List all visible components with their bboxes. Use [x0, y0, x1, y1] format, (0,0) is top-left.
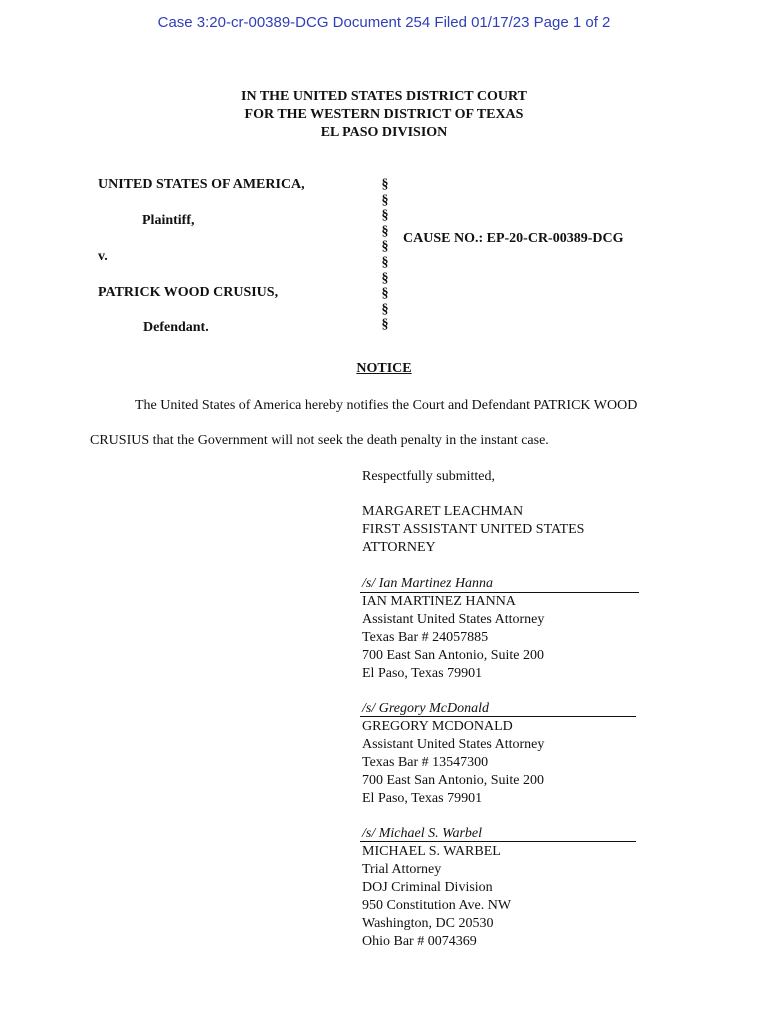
- lead-attorney-title-2: ATTORNEY: [362, 540, 436, 555]
- notice-title-text: NOTICE: [356, 361, 412, 376]
- section-mark: §: [381, 223, 389, 239]
- signer-detail: 700 East San Antonio, Suite 200: [362, 648, 544, 663]
- signer-detail: Texas Bar # 13547300: [362, 755, 489, 770]
- section-mark: §: [381, 208, 389, 224]
- signature-block: [362, 825, 511, 951]
- court-line-2: FOR THE WESTERN DISTRICT OF TEXAS: [244, 107, 524, 122]
- section-mark: §: [381, 286, 389, 302]
- lead-attorney-name: MARGARET LEACHMAN: [362, 504, 524, 519]
- defendant-role: Defendant.: [143, 320, 209, 335]
- signer-detail: El Paso, Texas 79901: [362, 791, 483, 806]
- cause-number: CAUSE NO.: EP-20-CR-00389-DCG: [403, 231, 624, 246]
- signature-rule: [360, 592, 639, 593]
- lead-attorney-block: [362, 503, 584, 557]
- signer-detail: Ohio Bar # 0074369: [362, 934, 477, 949]
- section-mark: §: [381, 254, 389, 270]
- versus: v.: [98, 249, 108, 264]
- notice-body-line-2: CRUSIUS that the Government will not seek the death penalty in the instant case.: [90, 433, 549, 448]
- section-mark-column: [378, 177, 392, 333]
- section-mark: §: [381, 270, 389, 286]
- signer-detail: 700 East San Antonio, Suite 200: [362, 773, 544, 788]
- plaintiff-name: UNITED STATES OF AMERICA,: [98, 177, 305, 192]
- court-line-3: EL PASO DIVISION: [320, 125, 448, 140]
- signer-detail: Assistant United States Attorney: [362, 612, 545, 627]
- signer-detail: Trial Attorney: [362, 862, 442, 877]
- signer-name: MICHAEL S. WARBEL: [362, 844, 501, 859]
- section-mark: §: [381, 301, 389, 317]
- court-line-1: IN THE UNITED STATES DISTRICT COURT: [241, 89, 527, 104]
- section-mark: §: [381, 239, 389, 255]
- plaintiff-role: Plaintiff,: [142, 213, 195, 228]
- signature-rule: [360, 841, 636, 842]
- signer-detail: Washington, DC 20530: [362, 916, 494, 931]
- ecf-header-stamp: Case 3:20-cr-00389-DCG Document 254 Filed 01/17/23 Page 1 of 2: [157, 14, 611, 31]
- section-mark: §: [381, 177, 389, 192]
- closing: Respectfully submitted,: [362, 469, 495, 484]
- court-heading: [0, 88, 768, 142]
- signature-line-text: /s/ Ian Martinez Hanna: [362, 576, 494, 591]
- notice-title: [0, 361, 768, 377]
- section-mark: §: [381, 317, 389, 333]
- signer-detail: Texas Bar # 24057885: [362, 630, 489, 645]
- signer-name: IAN MARTINEZ HANNA: [362, 594, 516, 609]
- signer-detail: 950 Constitution Ave. NW: [362, 898, 512, 913]
- signature-line-text: /s/ Michael S. Warbel: [362, 826, 483, 841]
- defendant-name: PATRICK WOOD CRUSIUS,: [98, 285, 279, 300]
- signature-line-text: /s/ Gregory McDonald: [362, 701, 490, 716]
- signer-detail: DOJ Criminal Division: [362, 880, 493, 895]
- signer-name: GREGORY MCDONALD: [362, 719, 513, 734]
- signer-detail: Assistant United States Attorney: [362, 737, 545, 752]
- lead-attorney-title-1: FIRST ASSISTANT UNITED STATES: [362, 522, 585, 537]
- signer-detail: El Paso, Texas 79901: [362, 666, 483, 681]
- notice-body-line-1: The United States of America hereby notifies the Court and Defendant PATRICK WOOD: [135, 398, 638, 413]
- signature-rule: [360, 716, 636, 717]
- section-mark: §: [381, 192, 389, 208]
